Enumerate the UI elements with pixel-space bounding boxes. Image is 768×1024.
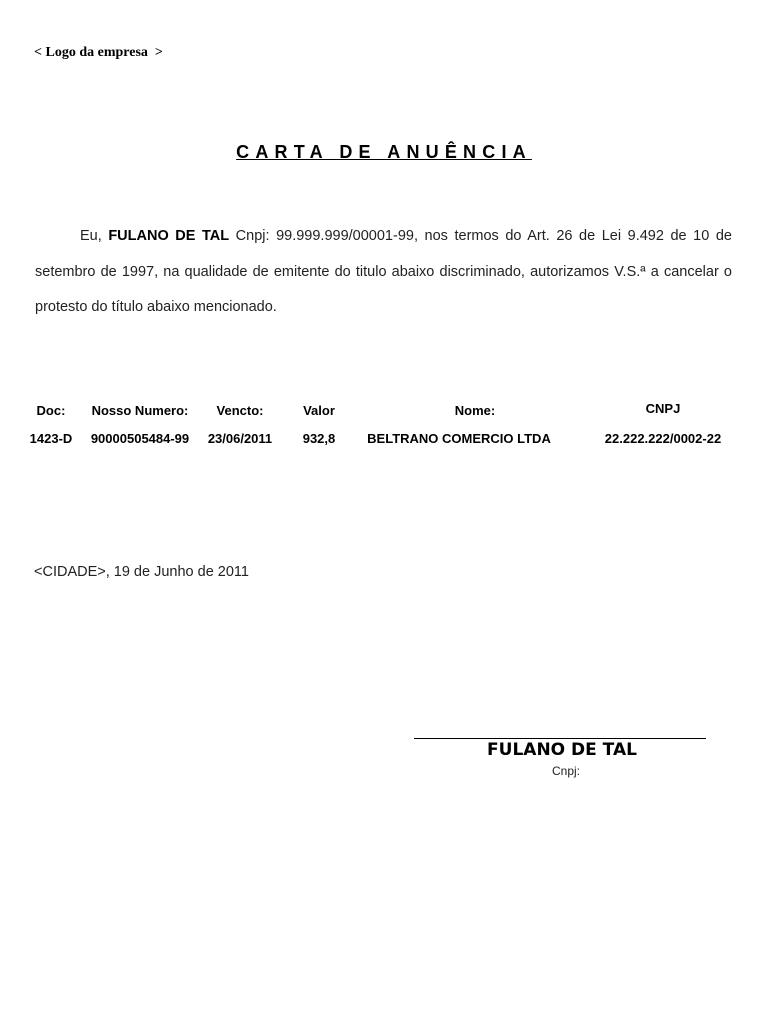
signature-line [414, 738, 706, 739]
body-text: Cnpj: 99.999.999/00001-99, nos termos do Art. 26 de Lei 9.492 de 10 de setembro de 1997, na qualidade de emitente do titulo abaixo discriminado, autorizamos V.S.ª a cancelar o protesto do título abaixo mencionado. [35, 228, 732, 315]
cell-doc: 1423-D [29, 431, 73, 446]
cell-nosso-numero: 90000505484-99 [90, 431, 190, 446]
document-title: CARTA DE ANUÊNCIA [236, 142, 532, 162]
cell-cnpj: 22.222.222/0002-22 [604, 431, 722, 446]
cell-nome: BELTRANO COMERCIO LTDA [367, 431, 551, 446]
header-nosso-numero: Nosso Numero: [91, 403, 189, 418]
header-valor: Valor [303, 403, 335, 418]
header-nome: Nome: [454, 403, 496, 418]
header-doc: Doc: [36, 403, 66, 418]
signature-name: FULANO DE TAL [487, 740, 637, 760]
header-vencto: Vencto: [216, 403, 264, 418]
signature-cnpj-label: Cnpj: [551, 764, 580, 778]
cell-valor: 932,8 [302, 431, 336, 446]
company-logo-placeholder: < Logo da empresa > [34, 45, 163, 60]
cell-vencto: 23/06/2011 [207, 431, 273, 446]
body-paragraph [35, 219, 732, 326]
body-intro: Eu, [80, 228, 102, 244]
header-cnpj: CNPJ [645, 401, 681, 416]
place-and-date: <CIDADE>, 19 de Junho de 2011 [34, 564, 249, 580]
body-emitter-name: FULANO DE TAL [108, 228, 230, 244]
